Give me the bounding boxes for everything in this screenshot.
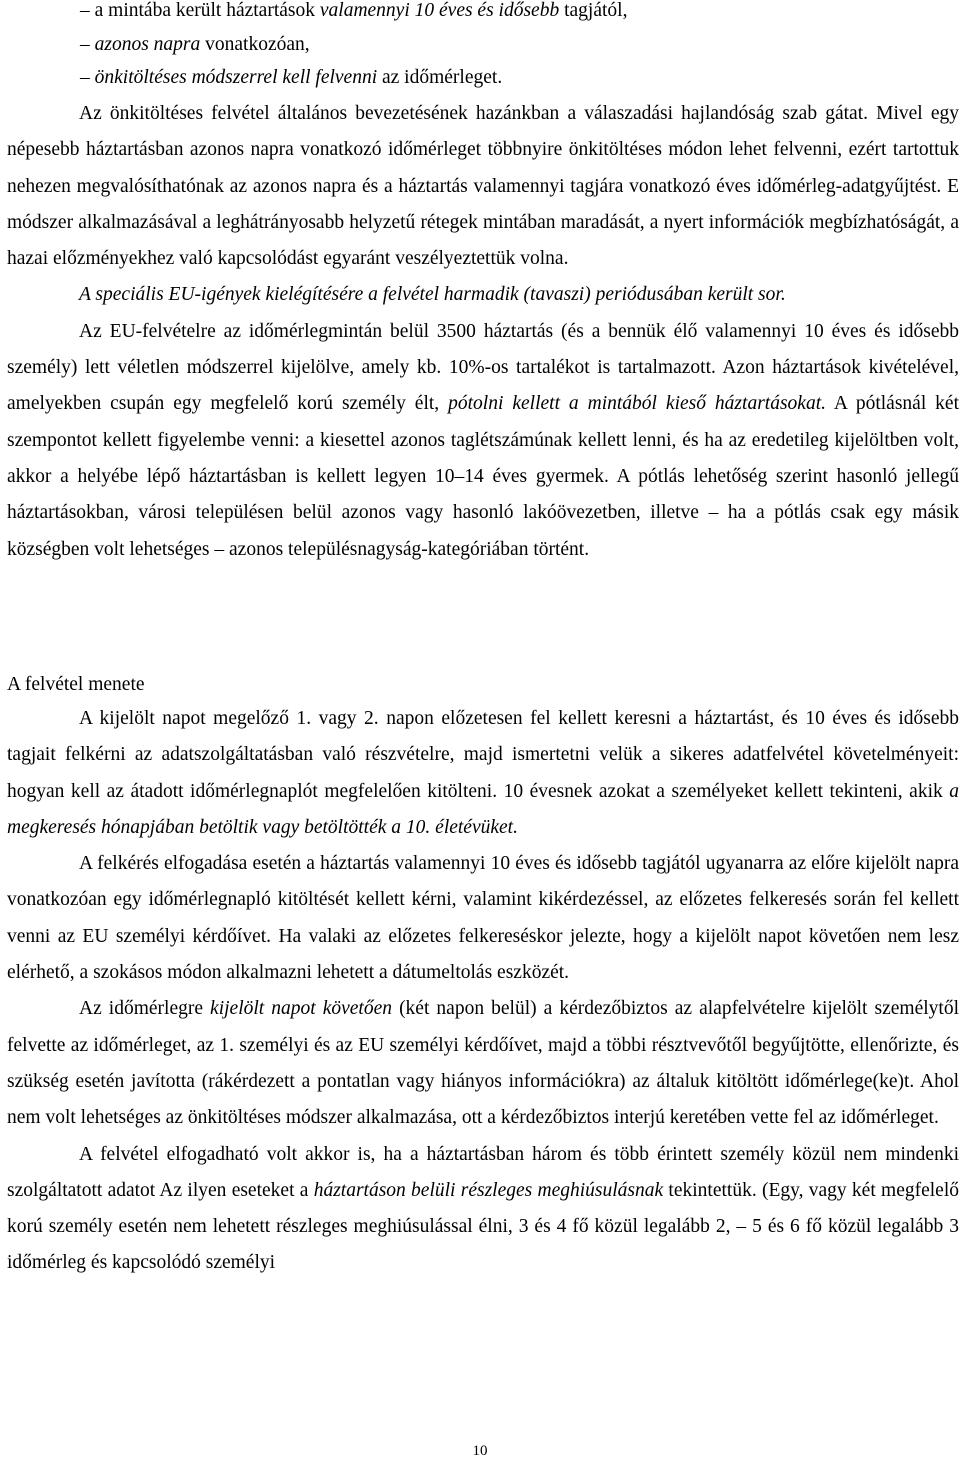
italic-text: kijelölt napot követően: [210, 998, 393, 1020]
body-bottom: [7, 701, 959, 1282]
text-run: Az önkitöltéses felvétel általános bevezetésének hazánkban a válaszadási hajlandóság szab gátat. Mivel egy népesebb háztartásban azonos napra vonatkozó időmérleget többnyire önkitöltéses módon lehet felvenni, ezért tartottuk nehezen megvalósíthatónak az azonos napra és a háztartás valamennyi tagjára vonatkozó éves időmérleg-adatgyűjtést. E módszer alkalmazásával a leghátrányosabb helyzetű rétegek mintában maradását, a nyert információk megbízhatóságát, a hazai előzményekhez való kapcsolódást egyaránt veszélyeztettük volna.: [7, 103, 959, 270]
italic-text: háztartáson belüli részleges meghiúsulásnak: [313, 1179, 664, 1201]
italic-text: azonos napra: [94, 34, 201, 55]
paragraph-eu-sample: [7, 314, 959, 568]
italic-text: A speciális EU-igények kielégítésére a felvétel harmadik (tavaszi) periódusában került sor.: [79, 284, 786, 306]
italic-text: a megkeresés hónapjában betöltik vagy betöltötték a 10. életévüket.: [7, 780, 959, 838]
italic-text: önkitöltéses módszerrel kell felvenni: [94, 67, 378, 88]
paragraph-acceptance: [7, 846, 959, 991]
text-run: A kijelölt napot megelőző 1. vagy 2. napon előzetesen fel kellett keresni a háztartást, és 10 éves és idősebb tagjait felkérni az adatszolgáltatásban való részvételre, majd ismertetni velük a sikeres adatfelvétel követelményeit: hogyan kell az átadott időmérlegnaplót megfelelően kitölteni. 10 évesnek azokat a személyeket kellett tekinteni, akik: [7, 708, 959, 802]
text-run: – a mintába került háztartások: [80, 0, 320, 21]
text-run: Az időmérlegre: [79, 998, 211, 1020]
italic-text: valamennyi 10 éves és idősebb: [319, 0, 560, 21]
paragraph-partial-nonresponse: [7, 1137, 959, 1282]
text-run: tagjától,: [559, 0, 628, 21]
page-number: 10: [472, 1443, 488, 1459]
italic-text: pótolni kellett a mintából kieső háztartásokat.: [448, 393, 826, 415]
text-run: A felkérés elfogadása esetén a háztartás valamennyi 10 éves és idősebb tagjától ugyanarra az előre kijelölt napra vonatkozóan egy időmérlegnapló kitöltését kellett kérni, valamint kikérdezéssel, az előzetes felkeresés során fel kellett venni az EU személyi kérdőívet. Ha valaki az előzetes felkereséskor jelezte, hogy a kijelölt napot követően nem lesz elérhető, a szokásos módon alkalmazni lehetett a dátumeltolás eszközét.: [7, 853, 959, 984]
text-run: tekintettük. (Egy, vagy két megfelelő korú személy esetén nem lehetett részleges meghiúsulással élni, 3 és 4 fő közül legalább 2, – 5 és 6 fő közül legalább 3 időmérleg és kapcsolódó személyi: [7, 1179, 959, 1274]
text-run: vonatkozóan,: [200, 34, 310, 55]
text-run: A pótlásnál két szempontot kellett figyelembe venni: a kiesettel azonos taglétszámúnak kellett lenni, és ha az eredetileg kijelöltben volt, akkor a helyébe lépő háztartásban is kellett legyen 10–14 éves gyermek. A pótlás lehetőség szerint hasonló jellegű háztartásokban, városi településen belül azonos vagy hasonló lakóövezetben, illetve – ha a pótlás csak egy másik községben volt lehetséges – azonos településnagyság-kategóriában történt.: [7, 393, 960, 560]
body-top: [7, 96, 959, 568]
paragraph-intro: [7, 96, 959, 277]
text-run: –: [80, 34, 95, 55]
list-item: [80, 31, 310, 59]
paragraph-data-collection: [7, 991, 959, 1136]
section-heading: A felvétel menete: [7, 674, 145, 695]
list-item: [80, 0, 627, 25]
text-run: az időmérleget.: [377, 67, 503, 88]
text-run: –: [80, 67, 95, 88]
list-item: [80, 64, 502, 92]
text-run: A felvétel elfogadható volt akkor is, ha a háztartásban három és több érintett személy közül nem mindenki szolgáltatott adatot Az ilyen eseteket a: [7, 1143, 959, 1201]
paragraph-eu-requirements: [7, 277, 959, 313]
text-run: Az EU-felvételre az időmérlegmintán belül 3500 háztartás (és a bennük élő valamennyi 10 éves és idősebb személy) lett véletlen módszerrel kijelölve, amely kb. 10%-os tartalékot is tartalmazott. Azon háztartások kivételével, amelyekben csupán egy megfelelő korú személy élt,: [7, 320, 959, 415]
paragraph-preliminary-visit: [7, 701, 959, 846]
text-run: (két napon belül) a kérdezőbiztos az alapfelvételre kijelölt személytől felvette az időmérleget, az 1. személyi és az EU személyi kérdőívet, majd a többi résztvevőtől begyűjtötte, ellenőrizte, és szükség esetén javította (rákérdezett a pontatlan vagy hiányos információkra) az általuk kitöltött időmérlege(ke)t. Ahol nem volt lehetséges az önkitöltéses módszer alkalmazása, ott a kérdezőbiztos interjú keretében vette fel az időmérleget.: [7, 998, 959, 1129]
